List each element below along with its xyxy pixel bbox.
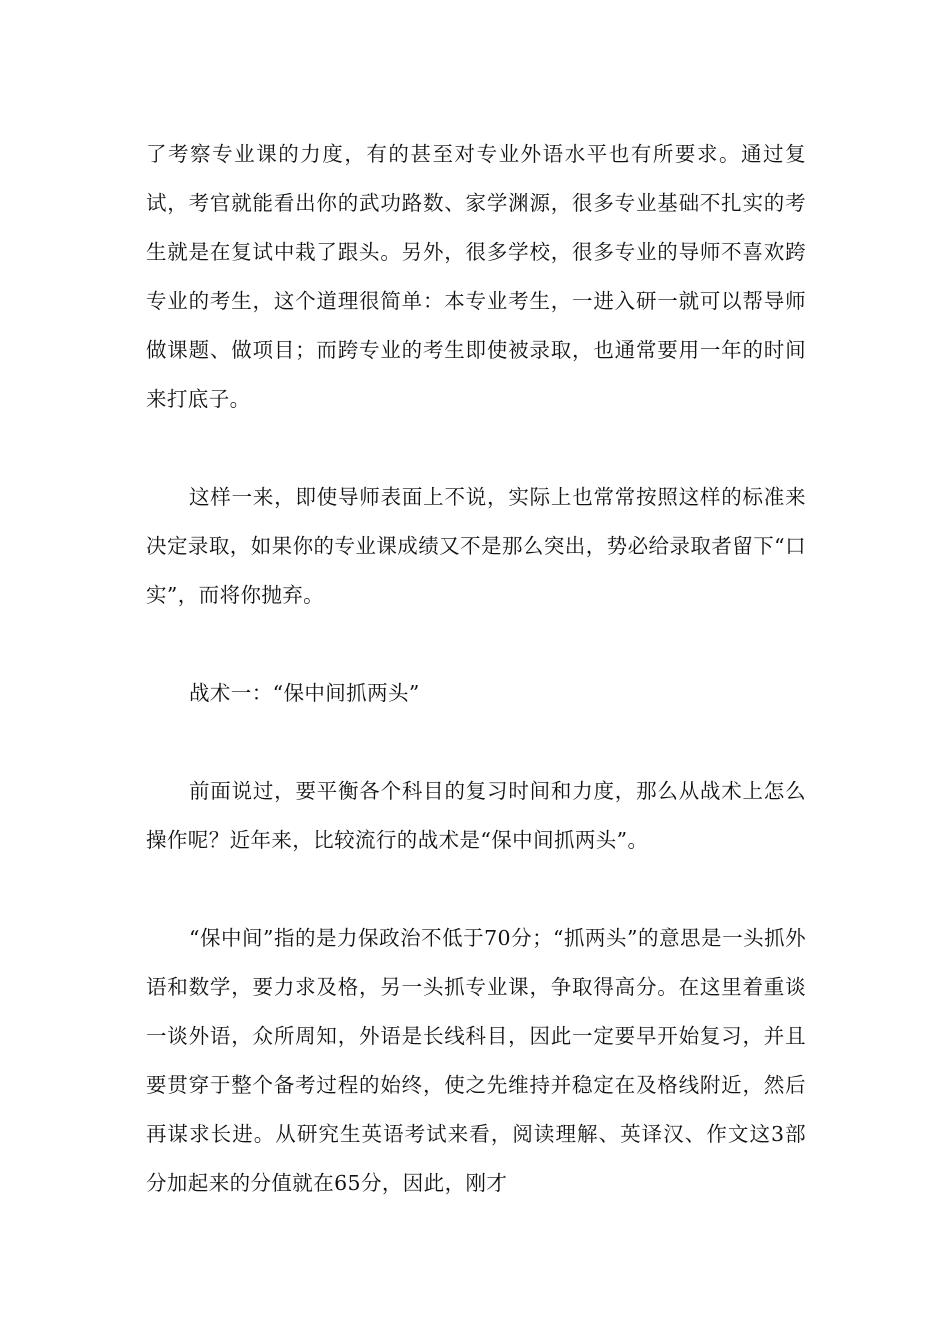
- paragraph-gap: [146, 865, 806, 914]
- section-heading-tactic-one: 战术一：“保中间抓两头”: [189, 681, 420, 705]
- document-body: [146, 130, 806, 1208]
- paragraph-gap: [146, 620, 806, 669]
- paragraph-continuation: 了考察专业课的力度，有的甚至对专业外语水平也有所要求。通过复试，考官就能看出你的武功路数、家学渊源，很多专业基础不扎实的考生就是在复试中栽了跟头。另外，很多学校，很多专业的导师不喜欢跨专业的考生，这个道理很简单：本专业考生，一进入研一就可以帮导师做课题、做项目；而跨专业的考生即使被录取，也通常要用一年的时间来打底子。: [146, 142, 806, 411]
- paragraph-standard: 这样一来，即使导师表面上不说，实际上也常常按照这样的标准来决定录取，如果你的专业课成绩又不是那么突出，势必给录取者留下“口实”，而将你抛弃。: [146, 485, 806, 607]
- paragraph-tactic-detail: “保中间”指的是力保政治不低于70分；“抓两头”的意思是一头抓外语和数学，要力求及格，另一头抓专业课，争取得高分。在这里着重谈一谈外语，众所周知，外语是长线科目，因此一定要早开始复习，并且要贯穿于整个备考过程的始终，使之先维持并稳定在及格线附近，然后再谋求长进。从研究生英语考试来看，阅读理解、英译汉、作文这3部分加起来的分值就在65分，因此，刚才: [146, 926, 806, 1195]
- paragraph-tactic-intro: 前面说过，要平衡各个科目的复习时间和力度，那么从战术上怎么操作呢？近年来，比较流行的战术是“保中间抓两头”。: [146, 779, 806, 852]
- paragraph-gap: [146, 424, 806, 473]
- paragraph-gap: [146, 718, 806, 767]
